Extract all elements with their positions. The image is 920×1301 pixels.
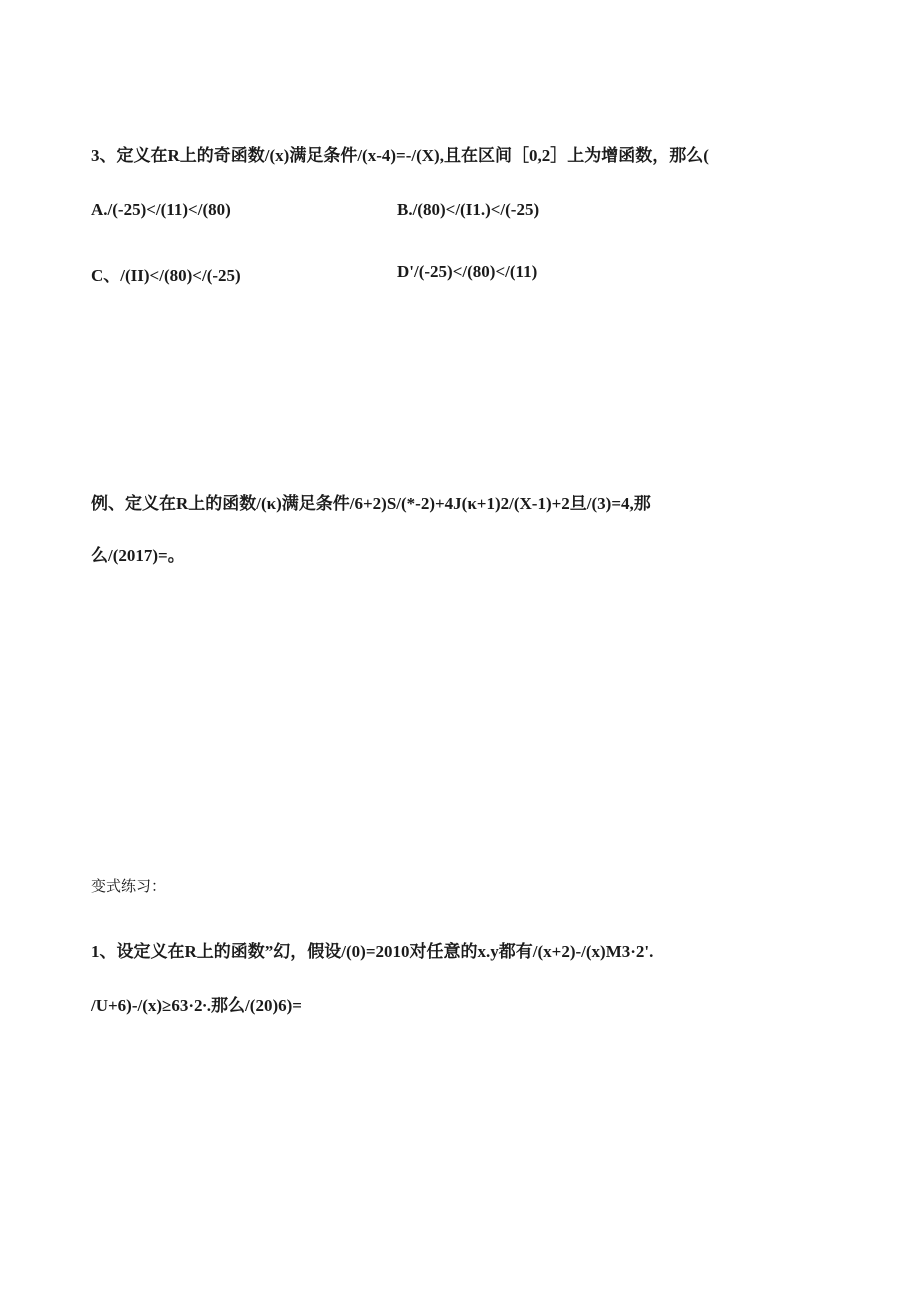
q3-stem: 3、定义在R上的奇函数/(x)满足条件/(x-4)=-/(X),且在区间［0,2］上为增函数，那么( <box>91 146 709 165</box>
q3-option-d: D'/(-25)</(80)</(11) <box>397 262 538 281</box>
q3-option-a: A./(-25)</(11)</(80) <box>91 200 231 219</box>
variant-q1-line-1: 1、设定义在R上的函数”幻，假设/(0)=2010对任意的x.y都有/(x+2)-/(x)M3·2'. <box>91 942 654 961</box>
variant-q1-line-2: /U+6)-/(x)≥63·2∙.那么/(20)6)= <box>91 996 302 1015</box>
example-line-2: 么/(2017)=。 <box>91 546 185 565</box>
q3-option-c: C、/(II)</(80)</(-25) <box>91 266 241 285</box>
q3-option-b: B./(80)</(I1.)</(-25) <box>397 200 540 219</box>
variant-heading: 变式练习： <box>91 877 167 895</box>
example-line-1: 例、定义在R上的函数/(κ)满足条件/6+2)S/(*-2)+4J(κ+1)2/(X-1)+2旦/(3)=4,那 <box>91 494 651 513</box>
